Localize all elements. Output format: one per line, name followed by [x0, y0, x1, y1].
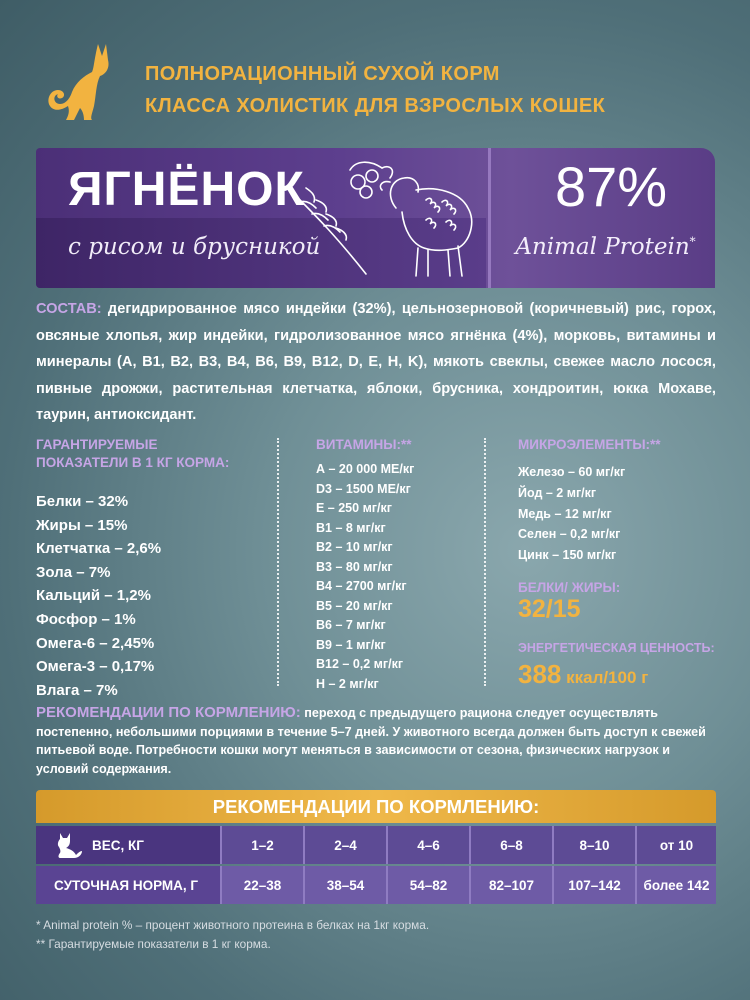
- microelements-list: [518, 462, 733, 566]
- table-row-weight: [36, 826, 716, 864]
- energy-unit: ккал/100 г: [561, 667, 649, 687]
- list-item: Белки – 32%: [36, 493, 129, 510]
- flavor-title: ЯГНЁНОК: [68, 163, 305, 216]
- norm-cell: 82–107: [471, 866, 554, 904]
- norm-cell: 107–142: [554, 866, 637, 904]
- table-row-norm: [36, 866, 716, 904]
- list-item: B6 – 7 мг/кг: [316, 618, 386, 632]
- list-item: Влага – 7%: [36, 681, 118, 699]
- weight-cell: 6–8: [471, 826, 554, 864]
- list-item: Железо – 60 мг/кг: [518, 465, 626, 479]
- vitamins-title: [316, 436, 476, 454]
- energy-value: [518, 659, 733, 690]
- list-item: Е – 250 мг/кг: [316, 501, 392, 515]
- microelements-title-mark: **: [650, 437, 661, 452]
- guaranteed-title-line1: ГАРАНТИРУЕМЫЕ: [36, 437, 158, 452]
- norm-header-cell: СУТОЧНАЯ НОРМА, Г: [36, 866, 222, 904]
- composition-body: дегидрированное мясо индейки (32%), цельнозерновой (коричневый) рис, горох, овсяные хлопья, жир индейки, гидролизованное мясо ягнёнка (4%), морковь, витамины и минералы (А, В1, В2, В3, В4, В6, В9, В12, D, E, H, K), мякоть свеклы, свежее масло лосося, пивные дрожжи, растительная клетчатка, яблоки, брусника, хондроитин, юкка Мохаве, таурин, антиоксидант.: [36, 301, 716, 423]
- weight-header-cell: [36, 826, 222, 864]
- vitamins-column: [316, 436, 476, 694]
- animal-protein-mark: *: [689, 234, 696, 249]
- list-item: Зола – 7%: [36, 563, 111, 581]
- flavor-banner: [36, 148, 715, 288]
- list-item: B4 – 2700 мг/кг: [316, 579, 407, 593]
- protein-percent: 87%: [554, 155, 668, 218]
- banner-divider: [488, 148, 491, 288]
- animal-protein-label: [498, 234, 713, 260]
- norm-cell: более 142: [637, 866, 716, 904]
- feeding-label: РЕКОМЕНДАЦИИ ПО КОРМЛЕНИЮ:: [36, 704, 301, 721]
- header: [0, 0, 750, 150]
- norm-cell: 38–54: [305, 866, 388, 904]
- list-item: Медь – 12 мг/кг: [518, 506, 612, 521]
- feeding-body: переход с предыдущего рациона следует осуществлять постепенно, небольшими порциями в течение 5–7 дней. У животного всегда должен быть доступ к свежей питьевой воде. Потребности кошки могут меняться в зависимости от сезона, физических нагрузок и условий содержания.: [36, 706, 706, 776]
- guaranteed-list: [36, 490, 276, 702]
- norm-cell: 54–82: [388, 866, 471, 904]
- weight-cell: 4–6: [388, 826, 471, 864]
- list-item: B9 – 1 мг/кг: [316, 637, 386, 652]
- feeding-table: [36, 790, 716, 900]
- list-item: D3 – 1500 МЕ/кг: [316, 481, 411, 496]
- list-item: Фосфор – 1%: [36, 610, 136, 628]
- column-divider-1: [277, 438, 279, 686]
- guaranteed-column: [36, 436, 276, 702]
- list-item: B12 – 0,2 мг/кг: [316, 657, 404, 671]
- guaranteed-title-line2: ПОКАЗАТЕЛИ В 1 КГ КОРМА:: [36, 455, 230, 470]
- energy-label: ЭНЕРГЕТИЧЕСКАЯ ЦЕННОСТЬ:: [518, 640, 715, 655]
- column-divider-2: [484, 438, 486, 686]
- feeding-recommendations: [36, 704, 721, 778]
- list-item: Клетчатка – 2,6%: [36, 540, 162, 558]
- animal-protein-text: Animal Protein: [515, 234, 690, 260]
- list-item: Цинк – 150 мг/кг: [518, 548, 617, 563]
- list-item: B3 – 80 мг/кг: [316, 559, 393, 574]
- cat-silhouette-icon: [54, 831, 84, 859]
- protein-fat-value: 32/15: [518, 594, 581, 623]
- list-item: H – 2 мг/кг: [316, 676, 379, 691]
- footnote-1: * Animal protein % – процент животного протеина в белках на 1кг корма.: [36, 918, 430, 932]
- microelements-title-text: МИКРОЭЛЕМЕНТЫ:: [518, 437, 651, 452]
- energy-number: 388: [518, 658, 562, 689]
- vitamins-list: [316, 460, 476, 694]
- list-item: B2 – 10 мг/кг: [316, 540, 393, 554]
- weight-cell: 2–4: [305, 826, 388, 864]
- microelements-title: [518, 436, 733, 454]
- lamb-illustration-icon: [286, 156, 486, 281]
- protein-fat-label: БЕЛКИ/ ЖИРЫ:: [518, 579, 621, 595]
- list-item: B5 – 20 мг/кг: [316, 598, 393, 613]
- norm-cell: 22–38: [222, 866, 305, 904]
- vitamins-title-text: ВИТАМИНЫ:: [316, 437, 402, 452]
- headline-line1: ПОЛНОРАЦИОННЫЙ СУХОЙ КОРМ: [145, 63, 500, 85]
- headline: [145, 58, 605, 122]
- cat-logo-icon: [36, 40, 116, 122]
- vitamins-title-mark: **: [401, 437, 412, 452]
- list-item: Селен – 0,2 мг/кг: [518, 527, 621, 542]
- composition-label: СОСТАВ:: [36, 301, 102, 317]
- footnote-2: ** Гарантируемые показатели в 1 кг корма.: [36, 937, 271, 951]
- flavor-subtitle: с рисом и брусникой: [68, 234, 321, 260]
- list-item: Омега-3 – 0,17%: [36, 658, 155, 676]
- list-item: Йод – 2 мг/кг: [518, 485, 597, 500]
- list-item: Омега-6 – 2,45%: [36, 634, 155, 652]
- feeding-table-title: РЕКОМЕНДАЦИИ ПО КОРМЛЕНИЮ:: [36, 790, 716, 823]
- list-item: Жиры – 15%: [36, 516, 128, 534]
- list-item: А – 20 000 МЕ/кг: [316, 462, 415, 476]
- list-item: Кальций – 1,2%: [36, 587, 151, 605]
- guaranteed-title: [36, 436, 276, 472]
- list-item: B1 – 8 мг/кг: [316, 520, 386, 535]
- footnotes: [36, 916, 429, 954]
- weight-cell: 1–2: [222, 826, 305, 864]
- weight-label: ВЕС, КГ: [92, 837, 144, 853]
- headline-line2: КЛАССА ХОЛИСТИК ДЛЯ ВЗРОСЛЫХ КОШЕК: [145, 95, 606, 117]
- weight-cell: 8–10: [554, 826, 637, 864]
- composition-text: [36, 296, 716, 429]
- microelements-column: [518, 436, 733, 690]
- weight-cell: от 10: [637, 826, 716, 864]
